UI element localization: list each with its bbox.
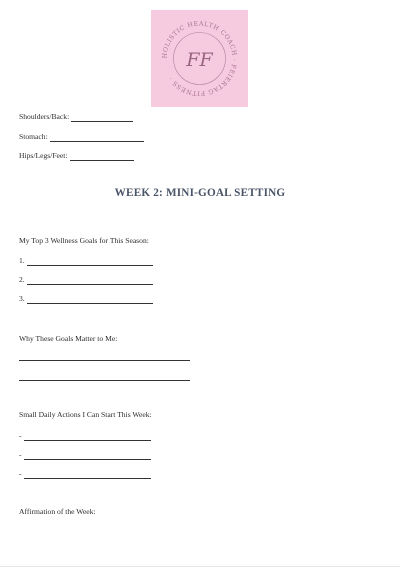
action-row-1 (19, 431, 151, 441)
action-row-3 (19, 469, 151, 479)
brand-logo (151, 10, 248, 107)
hips-row (19, 151, 134, 161)
affirmation-heading: Affirmation of the Week: (19, 507, 96, 516)
shoulders-label: Shoulders/Back: (19, 112, 70, 121)
action-blank-1[interactable] (24, 432, 151, 441)
goal-number-1: 1. (19, 256, 25, 265)
action-bullet-3: - (19, 469, 22, 478)
why-blank-2[interactable] (19, 380, 190, 381)
stomach-blank[interactable] (50, 133, 144, 142)
action-blank-2[interactable] (24, 451, 151, 460)
action-blank-3[interactable] (24, 470, 151, 479)
hips-label: Hips/Legs/Feet: (19, 151, 68, 160)
why-heading: Why These Goals Matter to Me: (19, 334, 118, 343)
hips-blank[interactable] (70, 152, 134, 161)
goal-row-1 (19, 256, 153, 266)
goal-row-3 (19, 294, 153, 304)
goal-number-2: 2. (19, 275, 25, 284)
goal-blank-1[interactable] (27, 257, 153, 266)
stomach-row (19, 132, 144, 142)
why-blank-1[interactable] (19, 360, 190, 361)
logo-monogram: FF (186, 49, 213, 71)
action-row-2 (19, 450, 151, 460)
goal-number-3: 3. (19, 294, 25, 303)
goal-row-2 (19, 275, 153, 285)
goal-blank-3[interactable] (27, 295, 153, 304)
goals-heading: My Top 3 Wellness Goals for This Season: (19, 236, 149, 245)
stomach-label: Stomach: (19, 132, 48, 141)
shoulders-row (19, 112, 133, 122)
goal-blank-2[interactable] (27, 276, 153, 285)
actions-heading: Small Daily Actions I Can Start This Week: (19, 410, 152, 419)
action-bullet-1: - (19, 431, 22, 440)
logo-ring-text: HOLISTIC HEALTH COACH · FEIERTAG FITNESS · (161, 20, 238, 97)
action-bullet-2: - (19, 450, 22, 459)
section-title: WEEK 2: MINI-GOAL SETTING (114, 187, 286, 199)
logo-seal-icon (151, 10, 248, 107)
page-bottom-divider (0, 566, 400, 567)
shoulders-blank[interactable] (71, 113, 133, 122)
